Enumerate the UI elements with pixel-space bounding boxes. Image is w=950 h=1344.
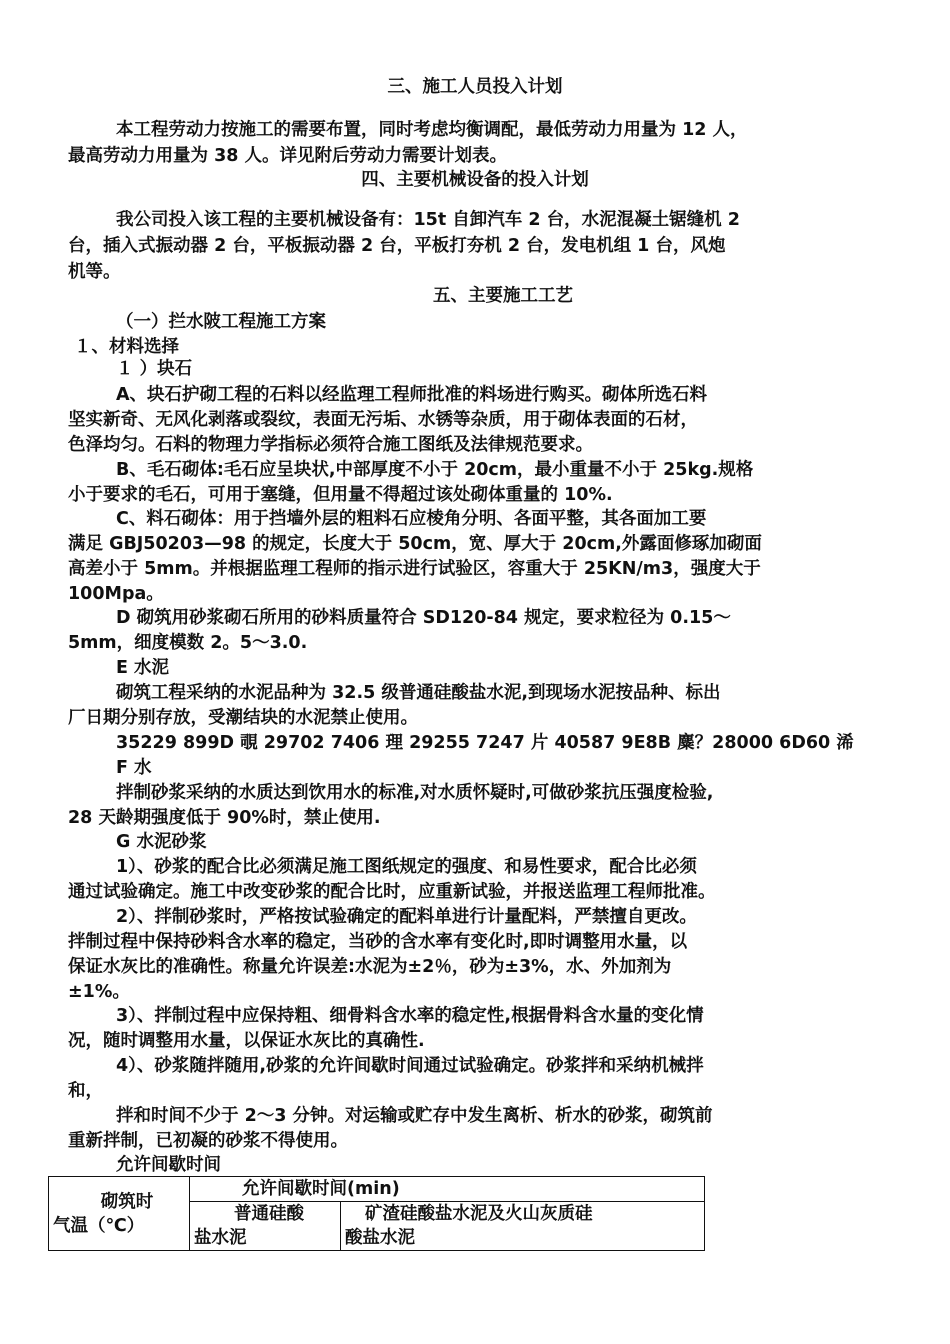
table-row-header: 气温（℃） [53, 1215, 145, 1236]
paragraph-line: 拌制砂浆采纳的水质达到饮用水的标准,对水质怀疑时,可做砂浆抗压强度检验, [116, 783, 714, 803]
table-row-header: 砌筑时 [100, 1191, 154, 1212]
table-header-text: 盐水泥 [194, 1228, 247, 1248]
table-cell-temperature [49, 1177, 190, 1251]
paragraph-line: 本工程劳动力按施工的需要布置，同时考虑均衡调配，最低劳动力用量为 12 人， [116, 120, 748, 140]
paragraph-line: 砌筑工程采纳的水泥品种为 32.5 级普通硅酸盐水泥,到现场水泥按品种、标出 [116, 683, 721, 703]
paragraph-line: 最高劳动力用量为 38 人。详见附后劳动力需要计划表。 [68, 146, 508, 166]
table-row [49, 1177, 705, 1202]
paragraph-line: 通过试验确定。施工中改变砂浆的配合比时，应重新试验，并报送监理工程师批准。 [68, 882, 716, 902]
paragraph-line: 我公司投入该工程的主要机械设备有：15t 自卸汽车 2 台，水泥混凝土锯缝机 2 [116, 210, 740, 230]
paragraph-line: 100Mpa。 [68, 584, 164, 604]
paragraph-line: 2）、拌制砂浆时，严格按试验确定的配料单进行计量配料，严禁擅自更改。 [116, 907, 697, 927]
item-title: G 水泥砂浆 [116, 832, 207, 852]
paragraph-line: 厂日期分别存放，受潮结块的水泥禁止使用。 [68, 708, 418, 728]
interval-time-table [48, 1176, 705, 1251]
paragraph-line: 拌制过程中保持砂料含水率的稳定，当砂的含水率有变化时,即时调整用水量，以 [68, 932, 688, 952]
paragraph-line: 小于要求的毛石，可用于塞缝，但用量不得超过该处砌体重量的 10%. [68, 485, 613, 505]
paragraph-line: 况，随时调整用水量，以保证水灰比的真确性. [68, 1031, 425, 1051]
paragraph-line: 和， [68, 1081, 103, 1101]
subsection-title: １、材料选择 [74, 337, 179, 357]
item-title: E 水泥 [116, 658, 170, 678]
paragraph-line: 台，插入式振动器 2 台，平板振动器 2 台，平板打夯机 2 台，发电机组 1 台，风炮 [68, 236, 726, 256]
paragraph-line: 机等。 [68, 262, 121, 282]
paragraph-line: ±1%。 [68, 982, 130, 1002]
paragraph-line: A、块石护砌工程的石料以经监理工程师批准的料场进行购买。砌体所选石料 [116, 385, 708, 405]
paragraph-line: 保证水灰比的准确性。称量允许误差:水泥为±2％，砂为±3%，水、外加剂为 [68, 957, 672, 977]
table-col-header-ordinary [190, 1202, 341, 1251]
table-col-header-slag [341, 1202, 705, 1251]
paragraph-line: 35229 899D 覗 29702 7406 理 29255 7247 片 40587 9E8B 麋？28000 6D60 浠 [116, 733, 854, 753]
paragraph-line: B、毛石砌体:毛石应呈块状,中部厚度不小于 20cm，最小重量不小于 25kg.规格 [116, 460, 754, 480]
heading-labor-plan: 三、施工人员投入计划 [387, 77, 563, 97]
paragraph-line: 28 天龄期强度低于 90%时，禁止使用. [68, 808, 381, 828]
paragraph-line: 拌和时间不少于 2～3 分钟。对运输或贮存中发生离析、析水的砂浆，砌筑前 [116, 1106, 713, 1126]
paragraph-line: 4）、砂浆随拌随用,砂浆的允许间歇时间通过试验确定。砂浆拌和采纳机械拌 [116, 1056, 704, 1076]
paragraph-line: C、料石砌体：用于挡墙外层的粗料石应棱角分明、各面平整，其各面加工要 [116, 509, 707, 529]
table-caption: 允许间歇时间 [116, 1155, 221, 1175]
paragraph-line: 1）、砂浆的配合比必须满足施工图纸规定的强度、和易性要求，配合比必须 [116, 857, 697, 877]
table-header-text: 酸盐水泥 [345, 1228, 415, 1248]
item-title: １ ）块石 [116, 359, 193, 379]
section-title: （一）拦水陂工程施工方案 [116, 312, 326, 332]
table-group-header: 允许间歇时间(min) [190, 1177, 705, 1202]
item-title: F 水 [116, 758, 152, 778]
heading-main-process: 五、主要施工工艺 [433, 286, 573, 306]
paragraph-line: 5mm，细度模数 2。5～3.0. [68, 633, 308, 653]
heading-machinery-plan: 四、主要机械设备的投入计划 [361, 170, 589, 190]
paragraph-line: 3）、拌制过程中应保持粗、细骨料含水率的稳定性,根据骨料含水量的变化情 [116, 1006, 704, 1026]
paragraph-line: D 砌筑用砂浆砌石所用的砂料质量符合 SD120-84 规定，要求粒径为 0.15～ [116, 608, 731, 628]
paragraph-line: 坚实新奇、无风化剥落或裂纹，表面无污垢、水锈等杂质，用于砌体表面的石材， [68, 410, 698, 430]
paragraph-line: 满足 GBJ50203—98 的规定，长度大于 50cm，宽、厚大于 20cm,外露面修琢加砌面 [68, 534, 762, 554]
table-header-text: 普通硅酸 [234, 1204, 304, 1224]
paragraph-line: 色泽均匀。石料的物理力学指标必须符合施工图纸及法律规范要求。 [68, 435, 593, 455]
paragraph-line: 重新拌制，已初凝的砂浆不得使用。 [68, 1131, 348, 1151]
paragraph-line: 高差小于 5mm。并根据监理工程师的指示进行试验区，容重大于 25KN/m3，强度大于 [68, 559, 761, 579]
table-header-text: 矿渣硅酸盐水泥及火山灰质硅 [365, 1204, 593, 1224]
